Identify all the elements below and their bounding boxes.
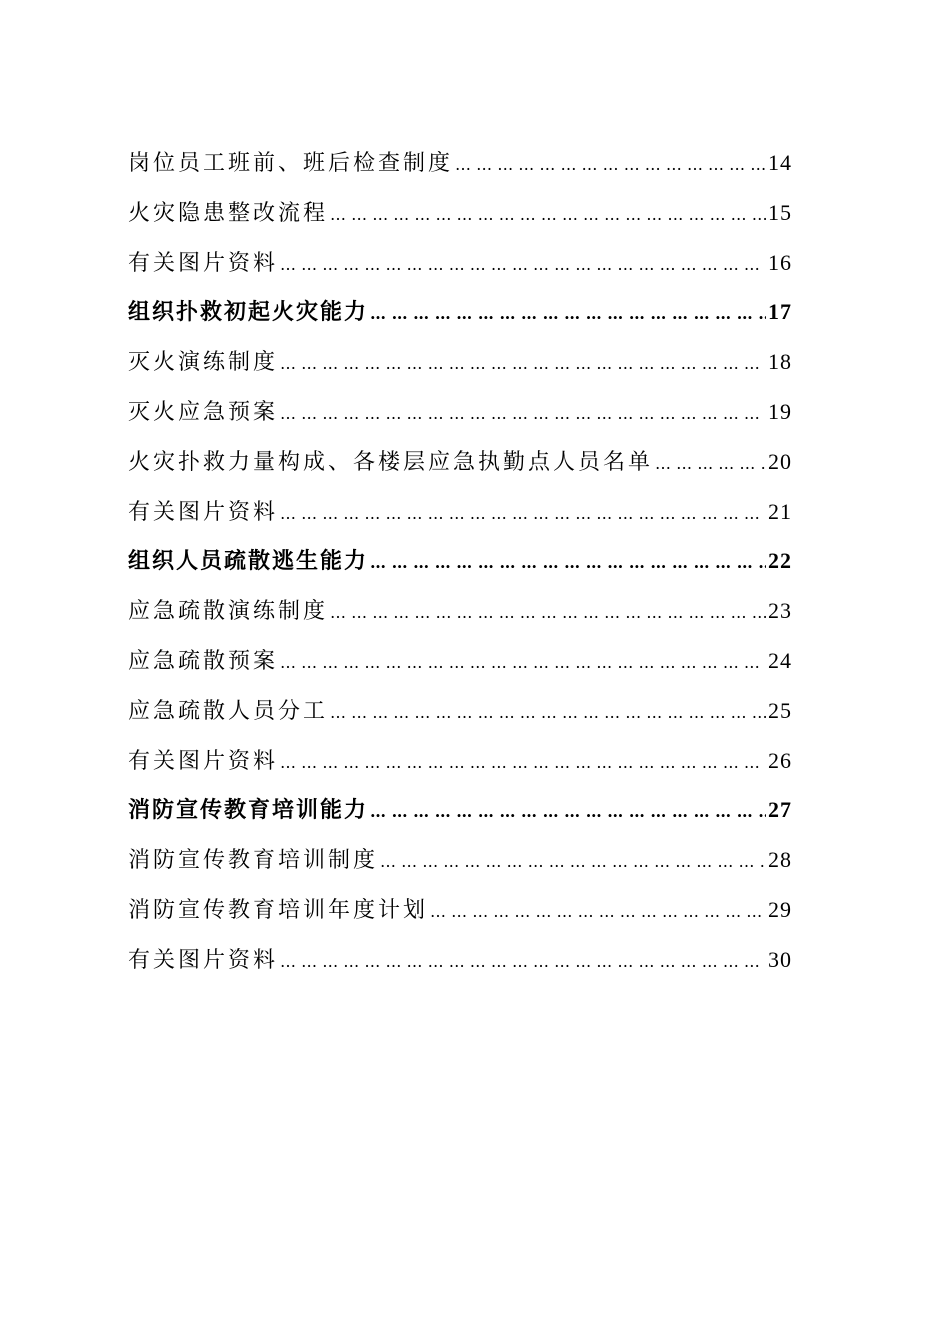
toc-entry-page: 15: [768, 199, 792, 225]
dot-leader: [280, 489, 766, 539]
toc-entry[interactable]: [128, 636, 792, 686]
toc-entry-page: 18: [768, 349, 792, 375]
dot-leader: [280, 937, 766, 987]
toc-entry-title: 消防宣传教育培训年度计划: [128, 897, 429, 923]
toc-entry[interactable]: [128, 835, 792, 885]
toc-entry-title: 应急疏散人员分工: [128, 698, 329, 724]
toc-section-entry[interactable]: [128, 287, 792, 337]
dot-leader: [370, 787, 766, 837]
toc-entry-page: 29: [768, 896, 792, 922]
toc-entry[interactable]: [128, 686, 792, 736]
toc-entry[interactable]: [128, 188, 792, 238]
toc-entry-page: 14: [768, 150, 792, 175]
toc-entry[interactable]: [128, 138, 792, 188]
dot-leader: [330, 588, 766, 638]
dot-leader: [280, 738, 766, 788]
toc-entry-title: 应急疏散演练制度: [128, 599, 329, 625]
dot-leader: [370, 538, 766, 588]
toc-entry-page: 25: [768, 697, 792, 723]
toc-entry[interactable]: [128, 387, 792, 437]
toc-section-page: 17: [768, 299, 792, 325]
dot-leader: [280, 240, 766, 290]
dot-leader: [380, 837, 766, 887]
dot-leader: [280, 339, 766, 389]
toc-entry-title: 应急疏散预案: [128, 648, 279, 674]
toc-section-page: 27: [768, 797, 792, 823]
toc-entry-title: 有关图片资料: [128, 748, 279, 774]
toc-entry[interactable]: [128, 337, 792, 387]
toc-entry-title: 灭火演练制度: [128, 350, 279, 376]
toc-entry-title: 消防宣传教育培训制度: [128, 848, 379, 874]
toc-entry[interactable]: [128, 487, 792, 537]
toc-entry-title: 岗位员工班前、班后检查制度: [128, 151, 454, 176]
toc-entry[interactable]: [128, 885, 792, 935]
dot-leader: [370, 289, 766, 339]
toc-entry-page: 20: [768, 448, 792, 474]
toc-entry-title: 有关图片资料: [128, 947, 279, 973]
dot-leader: [280, 638, 766, 688]
toc-entry-title: 有关图片资料: [128, 250, 279, 276]
toc-entry-page: 23: [768, 598, 792, 624]
toc-section-title: 组织扑救初起火灾能力: [128, 300, 369, 326]
toc-entry-page: 16: [768, 249, 792, 275]
toc-entry[interactable]: [128, 238, 792, 288]
toc-entry[interactable]: [128, 437, 792, 487]
toc-section-entry[interactable]: [128, 536, 792, 586]
toc-section-title: 组织人员疏散逃生能力: [128, 549, 369, 575]
toc-entry[interactable]: [128, 586, 792, 636]
dot-leader: [330, 688, 766, 738]
toc-section-title: 消防宣传教育培训能力: [128, 798, 369, 824]
dot-leader: [455, 140, 766, 190]
toc-entry-page: 21: [768, 498, 792, 524]
dot-leader: [655, 439, 766, 489]
table-of-contents: [128, 138, 792, 985]
toc-entry-page: 30: [768, 946, 792, 972]
toc-section-entry[interactable]: [128, 785, 792, 835]
dot-leader: [430, 887, 766, 937]
toc-entry-page: 19: [768, 398, 792, 424]
toc-entry-page: 28: [768, 847, 792, 873]
dot-leader: [330, 190, 766, 240]
toc-entry-title: 有关图片资料: [128, 499, 279, 525]
toc-entry-title: 火灾隐患整改流程: [128, 200, 329, 226]
toc-entry-title: 火灾扑救力量构成、各楼层应急执勤点人员名单: [128, 449, 654, 475]
dot-leader: [280, 389, 766, 439]
toc-entry-page: 26: [768, 747, 792, 773]
toc-entry[interactable]: [128, 935, 792, 985]
toc-section-page: 22: [768, 548, 792, 574]
toc-entry-title: 灭火应急预案: [128, 399, 279, 425]
toc-entry-page: 24: [768, 647, 792, 673]
toc-entry[interactable]: [128, 736, 792, 786]
